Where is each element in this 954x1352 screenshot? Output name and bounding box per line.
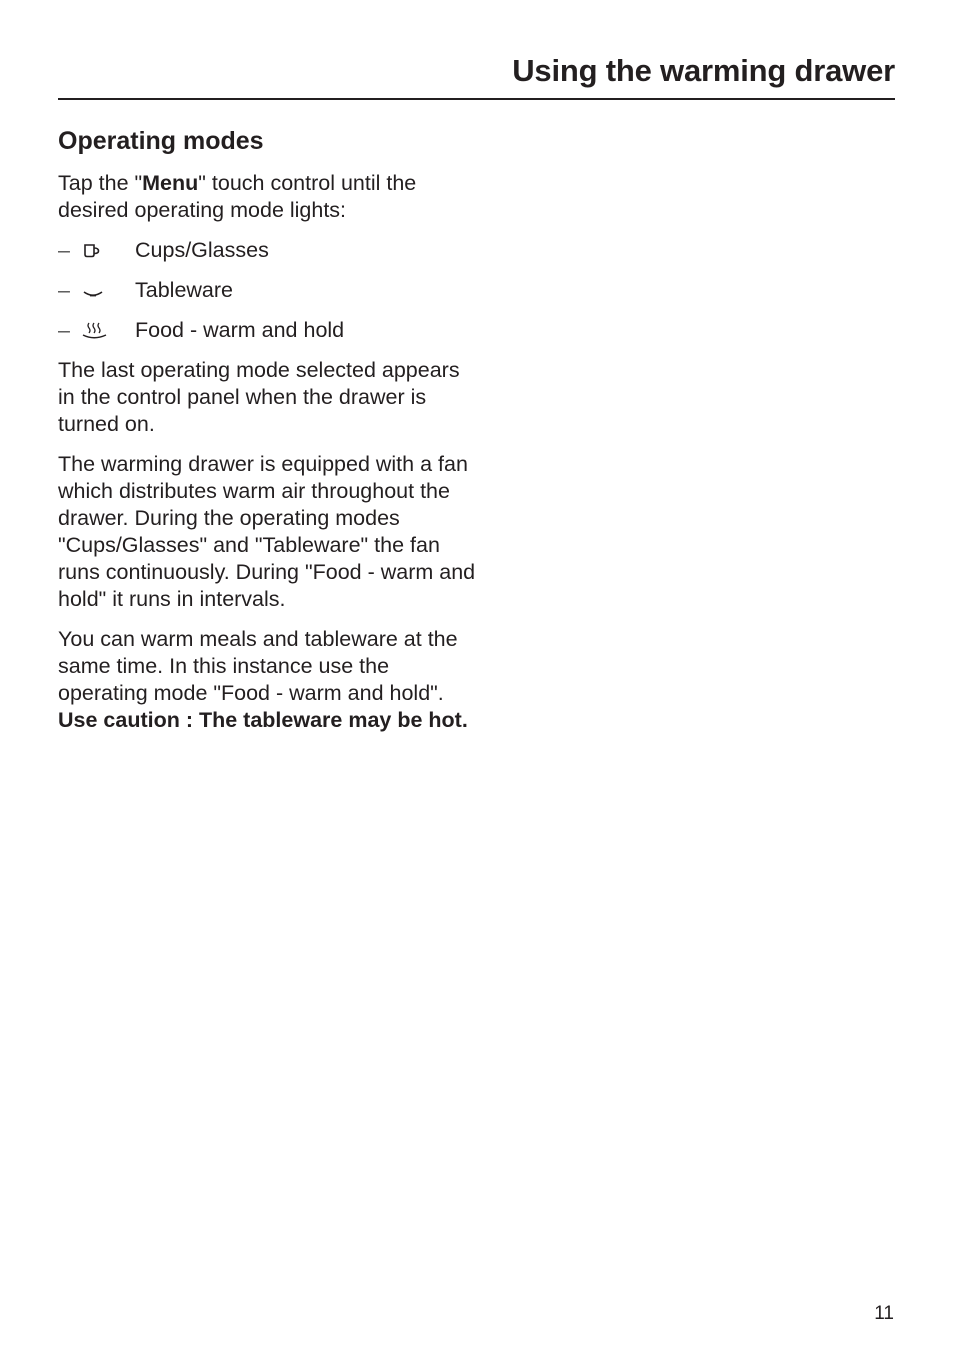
list-dash: – bbox=[58, 278, 70, 302]
mode-item-tableware bbox=[58, 277, 478, 304]
menu-control-name: Menu bbox=[142, 171, 199, 195]
mode-label: Food - warm and hold bbox=[135, 318, 345, 342]
plate-icon bbox=[82, 277, 135, 304]
intro-paragraph bbox=[58, 170, 478, 224]
mode-item-cups-glasses bbox=[58, 237, 478, 264]
paragraph-last-mode: The last operating mode selected appears in the control panel when the drawer is turned on. bbox=[58, 358, 460, 436]
mode-label: Tableware bbox=[135, 278, 233, 302]
paragraph-warm-meals: You can warm meals and tableware at the same time. In this instance use the operating mode "Food - warm and hold". bbox=[58, 627, 458, 705]
list-dash: – bbox=[58, 238, 70, 262]
cup-icon bbox=[82, 237, 135, 264]
header-divider bbox=[58, 98, 895, 100]
section-title: Operating modes bbox=[58, 127, 264, 155]
page-title: Using the warming drawer bbox=[512, 53, 895, 88]
mode-item-food-warm-hold bbox=[58, 317, 478, 344]
paragraph-fan: The warming drawer is equipped with a fan which distributes warm air throughout the drawer. During the operating modes "Cups/Glasses" and "Tableware" the fan runs continuously. During "Food - warm and hold" it runs in intervals. bbox=[58, 452, 476, 611]
content-column bbox=[58, 124, 478, 734]
page-number: 11 bbox=[874, 1303, 894, 1324]
steam-plate-icon bbox=[82, 317, 135, 344]
operating-mode-list bbox=[58, 237, 478, 344]
caution-note: Use caution : The tableware may be hot. bbox=[58, 708, 468, 732]
intro-text-before: Tap the " bbox=[58, 171, 143, 195]
list-dash: – bbox=[58, 318, 70, 342]
mode-label: Cups/Glasses bbox=[135, 238, 269, 262]
intro-text-after: " touch control until the desired operating mode lights: bbox=[58, 171, 417, 222]
